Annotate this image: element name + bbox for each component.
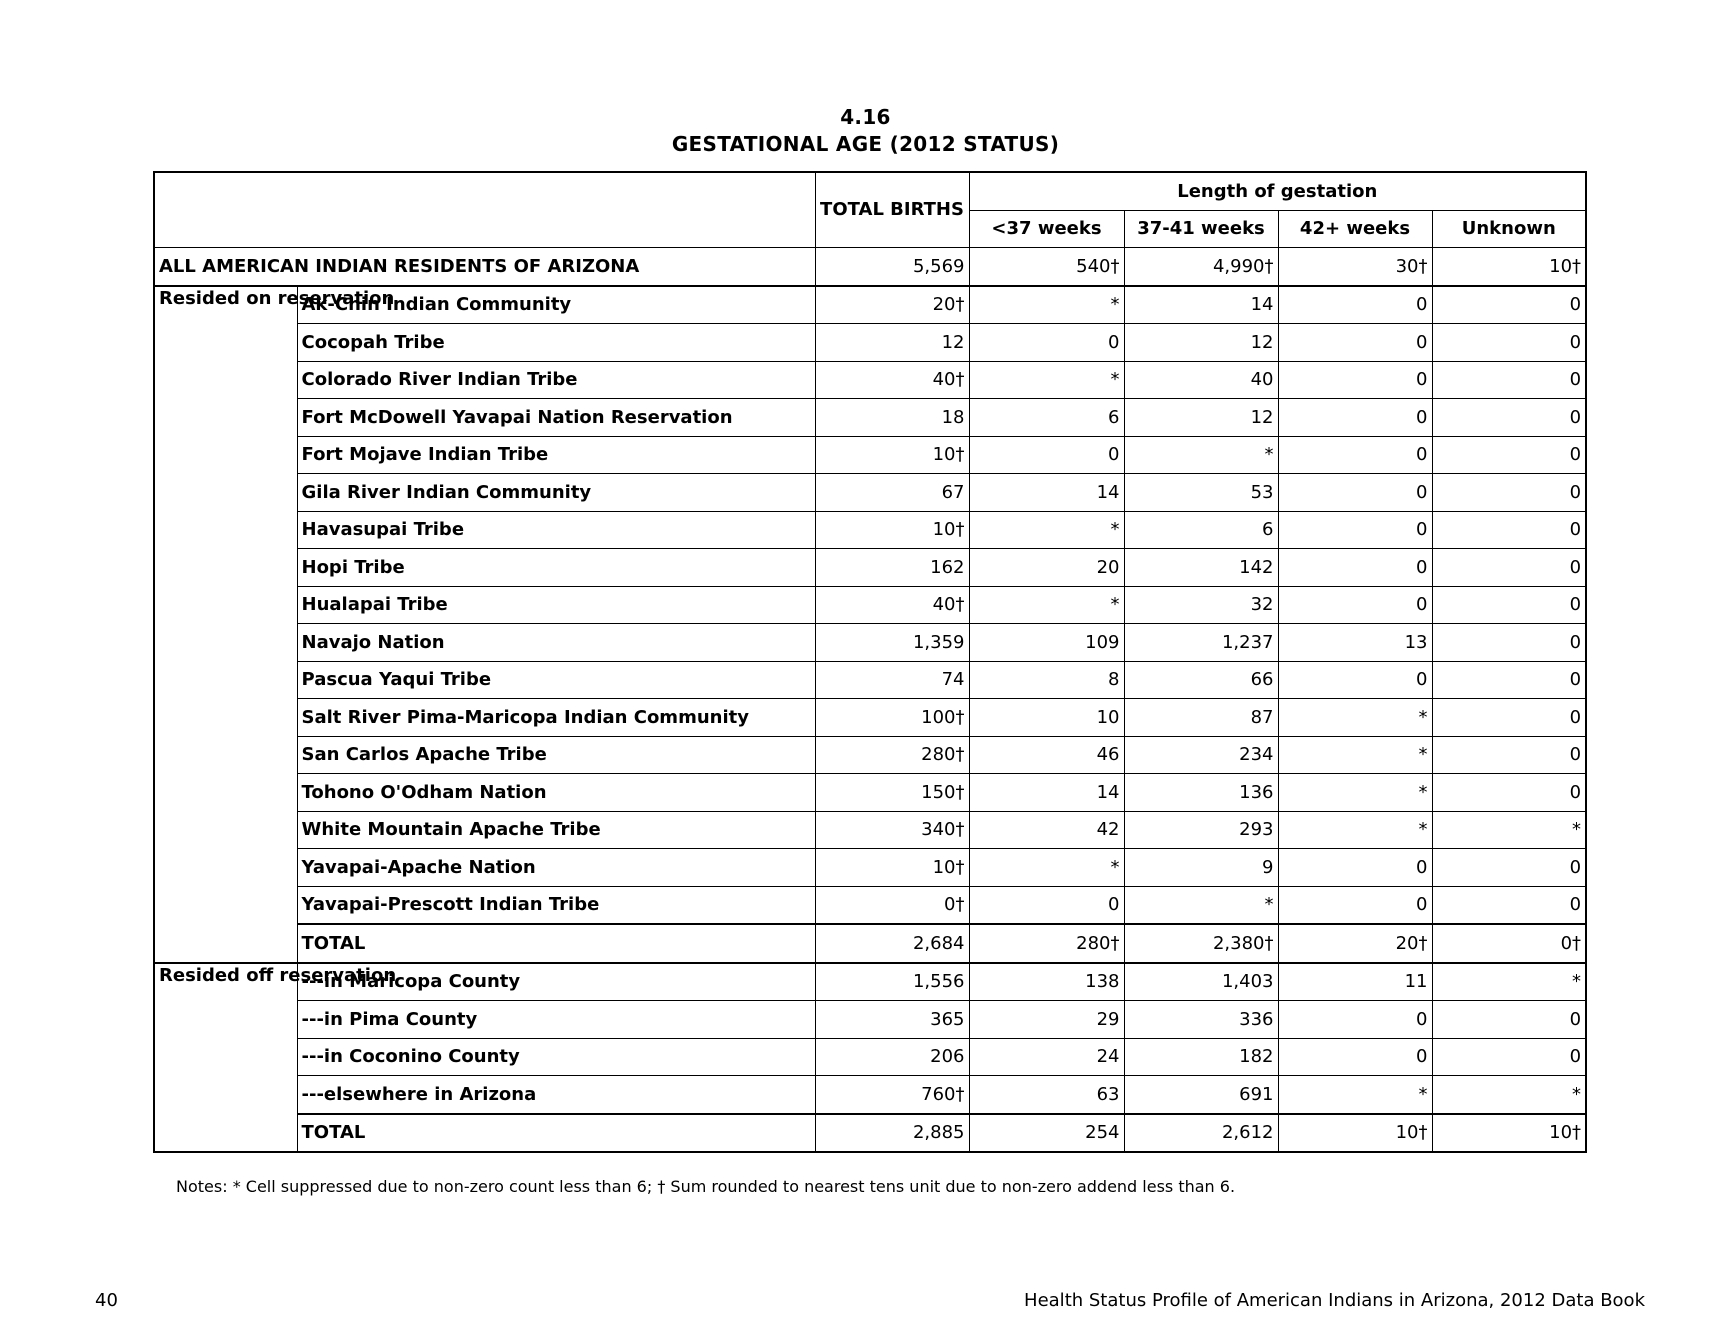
- row-label: Ak-Chin Indian Community: [297, 286, 815, 324]
- value-cell: 87: [1124, 699, 1278, 737]
- value-cell: 20†: [1278, 924, 1432, 963]
- row-label: Salt River Pima-Maricopa Indian Community: [297, 699, 815, 737]
- value-cell: *: [1124, 886, 1278, 924]
- row-label: Colorado River Indian Tribe: [297, 361, 815, 399]
- value-cell: 0: [1278, 436, 1432, 474]
- value-cell: 0: [1278, 886, 1432, 924]
- row-label: ---in Pima County: [297, 1001, 815, 1039]
- value-cell: 0: [1432, 624, 1586, 662]
- value-cell: 365: [815, 1001, 969, 1039]
- table-row: [154, 661, 1586, 699]
- value-cell: 0: [1432, 1038, 1586, 1076]
- value-cell: *: [1432, 811, 1586, 849]
- value-cell: 136: [1124, 774, 1278, 812]
- value-cell: 67: [815, 474, 969, 512]
- value-cell: 0: [1432, 661, 1586, 699]
- value-cell: *: [1278, 699, 1432, 737]
- value-cell: 12: [1124, 399, 1278, 437]
- value-cell: 32: [1124, 586, 1278, 624]
- value-cell: 234: [1124, 736, 1278, 774]
- value-cell: 9: [1124, 849, 1278, 887]
- row-label: Fort Mojave Indian Tribe: [297, 436, 815, 474]
- row-label: Tohono O'Odham Nation: [297, 774, 815, 812]
- table-row: [154, 699, 1586, 737]
- value-cell: 142: [1124, 549, 1278, 587]
- value-cell: 293: [1124, 811, 1278, 849]
- value-cell: *: [969, 511, 1124, 549]
- value-cell: 0: [1432, 399, 1586, 437]
- row-label-total: TOTAL: [297, 924, 815, 963]
- row-label: Gila River Indian Community: [297, 474, 815, 512]
- value-cell: *: [969, 361, 1124, 399]
- value-cell: 10†: [815, 511, 969, 549]
- value-cell: 6: [1124, 511, 1278, 549]
- row-label: Cocopah Tribe: [297, 324, 815, 362]
- value-cell: 0: [1432, 436, 1586, 474]
- value-cell: 66: [1124, 661, 1278, 699]
- value-cell: 0†: [1432, 924, 1586, 963]
- gestational-age-table: [153, 171, 1587, 1153]
- value-cell: 0: [1432, 736, 1586, 774]
- value-cell: 0: [1432, 511, 1586, 549]
- row-label: Hopi Tribe: [297, 549, 815, 587]
- row-label: White Mountain Apache Tribe: [297, 811, 815, 849]
- value-cell: 691: [1124, 1076, 1278, 1114]
- value-cell: 340†: [815, 811, 969, 849]
- row-label: Yavapai-Apache Nation: [297, 849, 815, 887]
- value-cell: *: [1278, 1076, 1432, 1114]
- value-cell: 0: [1278, 849, 1432, 887]
- table-row: [154, 811, 1586, 849]
- row-label: Pascua Yaqui Tribe: [297, 661, 815, 699]
- header-col-unknown: Unknown: [1432, 210, 1586, 248]
- row-label: ALL AMERICAN INDIAN RESIDENTS OF ARIZONA: [154, 248, 815, 286]
- table-row: [154, 963, 1586, 1001]
- value-cell: 42: [969, 811, 1124, 849]
- value-cell: 14: [969, 774, 1124, 812]
- table-row: [154, 286, 1586, 324]
- value-cell: 63: [969, 1076, 1124, 1114]
- value-cell: 0: [1278, 324, 1432, 362]
- row-label: Fort McDowell Yavapai Nation Reservation: [297, 399, 815, 437]
- value-cell: 1,359: [815, 624, 969, 662]
- row-label: Hualapai Tribe: [297, 586, 815, 624]
- value-cell: 14: [969, 474, 1124, 512]
- value-cell: 6: [969, 399, 1124, 437]
- value-cell: 280†: [969, 924, 1124, 963]
- table-row: [154, 1076, 1586, 1114]
- value-cell: 10†: [815, 849, 969, 887]
- value-cell: 182: [1124, 1038, 1278, 1076]
- table-row: [154, 886, 1586, 924]
- row-label: ---in Maricopa County: [297, 963, 815, 1001]
- table-row: [154, 1038, 1586, 1076]
- value-cell: 29: [969, 1001, 1124, 1039]
- value-cell: 40: [1124, 361, 1278, 399]
- value-cell: 0: [969, 886, 1124, 924]
- value-cell: *: [1278, 774, 1432, 812]
- row-label: Havasupai Tribe: [297, 511, 815, 549]
- value-cell: 0: [1432, 699, 1586, 737]
- value-cell: 40†: [815, 361, 969, 399]
- value-cell: *: [969, 586, 1124, 624]
- value-cell: 0: [1432, 849, 1586, 887]
- value-cell: 0: [1278, 549, 1432, 587]
- value-cell: 2,684: [815, 924, 969, 963]
- table-row-total: [154, 1114, 1586, 1153]
- value-cell: 109: [969, 624, 1124, 662]
- header-col-lt37: <37 weeks: [969, 210, 1124, 248]
- table-row: [154, 549, 1586, 587]
- value-cell: 0: [1278, 399, 1432, 437]
- row-label: Yavapai-Prescott Indian Tribe: [297, 886, 815, 924]
- value-cell: 150†: [815, 774, 969, 812]
- value-cell: 10†: [1278, 1114, 1432, 1153]
- value-cell: 8: [969, 661, 1124, 699]
- table-row: [154, 511, 1586, 549]
- table-row: [154, 586, 1586, 624]
- value-cell: 0: [969, 324, 1124, 362]
- header-length-of-gestation: Length of gestation: [969, 172, 1586, 210]
- value-cell: *: [1124, 436, 1278, 474]
- value-cell: 2,885: [815, 1114, 969, 1153]
- header-col-37-41: 37-41 weeks: [1124, 210, 1278, 248]
- header-blank-cell: [154, 172, 815, 248]
- table-title: GESTATIONAL AGE (2012 STATUS): [671, 132, 1060, 156]
- value-cell: 0: [1432, 774, 1586, 812]
- value-cell: 4,990†: [1124, 248, 1278, 286]
- table-row: [154, 849, 1586, 887]
- value-cell: 0: [1278, 1001, 1432, 1039]
- table-number: 4.16: [840, 105, 891, 129]
- value-cell: 336: [1124, 1001, 1278, 1039]
- value-cell: 14: [1124, 286, 1278, 324]
- value-cell: *: [1278, 736, 1432, 774]
- table-body: [154, 248, 1586, 1153]
- value-cell: 0: [1432, 324, 1586, 362]
- value-cell: 10†: [815, 436, 969, 474]
- value-cell: 280†: [815, 736, 969, 774]
- table-row: [154, 324, 1586, 362]
- table-row: [154, 774, 1586, 812]
- value-cell: 53: [1124, 474, 1278, 512]
- value-cell: 162: [815, 549, 969, 587]
- value-cell: 0†: [815, 886, 969, 924]
- table-row-all-residents: [154, 248, 1586, 286]
- value-cell: 20: [969, 549, 1124, 587]
- row-label: Navajo Nation: [297, 624, 815, 662]
- value-cell: 2,612: [1124, 1114, 1278, 1153]
- value-cell: 100†: [815, 699, 969, 737]
- table-row: [154, 624, 1586, 662]
- value-cell: 2,380†: [1124, 924, 1278, 963]
- value-cell: 10†: [1432, 248, 1586, 286]
- value-cell: 12: [1124, 324, 1278, 362]
- page-number: 40: [95, 1290, 118, 1311]
- value-cell: 24: [969, 1038, 1124, 1076]
- row-label-total: TOTAL: [297, 1114, 815, 1153]
- value-cell: 12: [815, 324, 969, 362]
- value-cell: 0: [1278, 361, 1432, 399]
- value-cell: *: [1278, 811, 1432, 849]
- row-label: San Carlos Apache Tribe: [297, 736, 815, 774]
- value-cell: 0: [1432, 286, 1586, 324]
- value-cell: 5,569: [815, 248, 969, 286]
- value-cell: 0: [1432, 549, 1586, 587]
- value-cell: 0: [1432, 361, 1586, 399]
- value-cell: *: [1432, 963, 1586, 1001]
- value-cell: 0: [969, 436, 1124, 474]
- table-row: [154, 1001, 1586, 1039]
- value-cell: *: [969, 286, 1124, 324]
- value-cell: 0: [1432, 1001, 1586, 1039]
- footer-text: Health Status Profile of American Indians in Arizona, 2012 Data Book: [1024, 1290, 1645, 1311]
- value-cell: 760†: [815, 1076, 969, 1114]
- row-label: ---elsewhere in Arizona: [297, 1076, 815, 1114]
- value-cell: 0: [1432, 586, 1586, 624]
- group-label-on-reservation: Resided on reservation: [154, 286, 297, 963]
- value-cell: 0: [1432, 474, 1586, 512]
- value-cell: 1,556: [815, 963, 969, 1001]
- value-cell: 138: [969, 963, 1124, 1001]
- header-total-births: TOTAL BIRTHS: [815, 172, 969, 248]
- table-row: [154, 361, 1586, 399]
- value-cell: 0: [1278, 661, 1432, 699]
- table-row-total: [154, 924, 1586, 963]
- value-cell: 30†: [1278, 248, 1432, 286]
- value-cell: 18: [815, 399, 969, 437]
- table-row: [154, 399, 1586, 437]
- row-label: ---in Coconino County: [297, 1038, 815, 1076]
- value-cell: 540†: [969, 248, 1124, 286]
- value-cell: 40†: [815, 586, 969, 624]
- value-cell: 1,237: [1124, 624, 1278, 662]
- value-cell: 0: [1278, 474, 1432, 512]
- value-cell: 0: [1278, 586, 1432, 624]
- table-row: [154, 736, 1586, 774]
- group-label-off-reservation: Resided off reservation: [154, 963, 297, 1153]
- table-row: [154, 474, 1586, 512]
- value-cell: 1,403: [1124, 963, 1278, 1001]
- header-col-42plus: 42+ weeks: [1278, 210, 1432, 248]
- table-row: [154, 436, 1586, 474]
- value-cell: 0: [1278, 511, 1432, 549]
- value-cell: 254: [969, 1114, 1124, 1153]
- value-cell: *: [969, 849, 1124, 887]
- value-cell: 0: [1278, 286, 1432, 324]
- value-cell: 0: [1432, 886, 1586, 924]
- value-cell: 0: [1278, 1038, 1432, 1076]
- value-cell: *: [1432, 1076, 1586, 1114]
- value-cell: 206: [815, 1038, 969, 1076]
- value-cell: 74: [815, 661, 969, 699]
- value-cell: 10: [969, 699, 1124, 737]
- value-cell: 11: [1278, 963, 1432, 1001]
- value-cell: 20†: [815, 286, 969, 324]
- value-cell: 46: [969, 736, 1124, 774]
- value-cell: 13: [1278, 624, 1432, 662]
- table-notes: Notes: * Cell suppressed due to non-zero count less than 6; † Sum rounded to nearest tens unit due to non-zero addend less than 6.: [176, 1177, 1236, 1196]
- value-cell: 10†: [1432, 1114, 1586, 1153]
